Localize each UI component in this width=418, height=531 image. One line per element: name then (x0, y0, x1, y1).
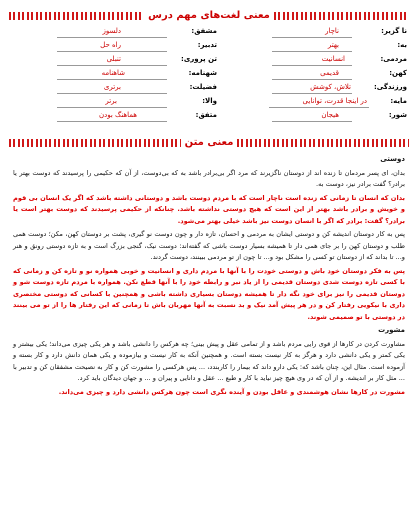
section-title: معنی متن (184, 137, 234, 148)
vocab-meaning: قدیمی (320, 69, 339, 77)
underline (57, 121, 167, 122)
vocab-row (11, 27, 407, 40)
vocab-meaning: بهتر (327, 41, 339, 49)
original-paragraph: بدان، ای پسر مردمان تا زنده اند از دوستان ناگزیرند که مرد اگر بی‌برادر باشد به که بی‌دوست، از آن که حکیمی را پرسیدند که دوست بهتر یا برادر؟ گفت برادر نیز، دوست به. (13, 168, 405, 188)
vocab-meaning: شاهنامه (101, 69, 125, 77)
vocab-word: نا گزیر: (381, 27, 407, 35)
paragraph-heading: مشورت (378, 326, 405, 334)
vocab-word: فضیلت: (189, 83, 217, 91)
underline (272, 65, 352, 66)
underline (272, 37, 352, 38)
section-ornament-right (9, 139, 181, 147)
underline (272, 79, 352, 80)
vocab-meaning: دلسوز (102, 27, 121, 35)
underline (57, 93, 167, 94)
vocab-meaning: هماهنگ بودن (99, 111, 137, 119)
section-ornament-left (237, 139, 409, 147)
vocab-meaning: راه حل (100, 41, 121, 49)
vocab-word: شور: (388, 111, 407, 119)
vocab-header (9, 10, 409, 21)
vocab-word: تن پروری: (181, 55, 217, 63)
vocab-meaning: تنبلی (106, 55, 121, 63)
vocab-table (11, 27, 407, 127)
underline (272, 93, 352, 94)
meaning-paragraph: مشورت در کارها نشان هوشمندی و عاقل بودن و آینده نگری است چون هرکس دانشی دارد و چیزی می‌داند. (58, 387, 405, 396)
vocab-row (11, 97, 407, 110)
vocab-meaning: ناچار (325, 27, 339, 35)
underline (57, 37, 167, 38)
underline (57, 79, 167, 80)
original-paragraph: مشاورت کردن در کارها از قوی رایی مردم باشد و از تمامی عقل و پیش بینی؛ چه هرکس را دانشی باشد و هر یکی چیزی می‌داند؛ یکی بیشتر و یکی کمتر و یکی دانشی دارد و هرگز به کار نیست بسته است. و همچنین آنکه به کار نیست و بیازموده و یکی همان دانش دارد و کار بسته و آزموده است. مثال این، چنان باشد که: یکی دارو داند که بیمار را کاربندد، ... پس هرکسی را مشورت کن و کار به نصیحت مشفقان کن و تدبیر با ... مثل کار بر اندیشه. و از آن که در وی هیچ چیز نیاید با کار و طبع ... عقل و دانایی و پیران و ... و جهان دیدگان باید کرد. (13, 339, 405, 382)
paragraph-heading: دوستی (380, 155, 405, 163)
vocab-row (11, 83, 407, 96)
meaning-paragraph: پس به فکر دوستان خود باش و دوستی خودت را با آنها با مردم داری و انسانیت و خوبی همواره نو و تازه کن و زمانی که با کسی تازه دوست شدی دوستان قدیمی را از یاد نبر و رابطه خود را با آنها قطع نکن. همواره با مردم تازه دوست شو و دوستان قدیمی را نیز برای خود نگه دار تا همیشه دوستان بسیاری داشته باشی و همچنین با کسانی که دوستی مختصری داری با نیکویی رفتار کن و در هر پیش آمد نیک و بد نسبت به آنها مهربان باش تا زمانی که این رفتار ها را از تو می بینند در دوستی با تو صمیمی شوند. (13, 266, 405, 321)
vocab-word: کهن: (389, 69, 407, 77)
vocab-meaning: برتری (103, 83, 121, 91)
vocab-meaning: هیجان (321, 111, 339, 119)
title-ornament-left (274, 12, 409, 20)
underline (57, 65, 167, 66)
vocab-row (11, 55, 407, 68)
original-paragraph: پس به کار دوستان اندیشه کن و دوستی ایشان به مردمی و احسان، تازه دار و چون دوست نو گیری، پشت بر دوستان کهن، مکن؛ دوست همی طلب و دوستان کهن را بر جای همی دار تا همیشه بسیار دوست باشی که گفته‌اند: دوست نیک، گنجی بزرگ است و به تازه دوستی رونق و هنر و... تا بداند که از دوستان تو کسی را مشکل بود و... تا چون از تو مردمی ببینند، دوست گردند. (13, 230, 405, 261)
underline (269, 107, 369, 108)
vocab-row (11, 69, 407, 82)
vocab-word: مردمی: (380, 55, 407, 63)
vocab-row (11, 41, 407, 54)
title-ornament-right (9, 12, 144, 20)
vocab-word: والا: (202, 97, 217, 105)
text-section-header (9, 137, 409, 148)
vocab-word: مشفق: (191, 27, 217, 35)
vocab-word: ورزندگی: (373, 83, 407, 91)
vocab-meaning: برتر (105, 97, 117, 105)
vocab-word: تدبیر: (197, 41, 217, 49)
underline (57, 51, 167, 52)
meaning-paragraph: بدان که انسان تا زمانی که زنده است ناچار است که با مردم دوست باشد و دوستانی داشته باشد که اگر یک انسان بی قوم و خویش و برادر باشد بهتر از این است که هیچ دوستی نداشته باشد. چنانکه از حکیمی پرسیدند که دوست بهتر است یا برادر؟ گفت: برادر که اگر با انسان دوست نیز باشد خیلی بهتر می‌شود. (13, 193, 405, 225)
page-title: معنی لغت‌های مهم درس (148, 10, 270, 21)
vocab-meaning: در اینجا قدرت، توانایی (302, 97, 367, 105)
vocab-word: به: (397, 41, 407, 49)
vocab-meaning: تلاش، کوشش (310, 83, 351, 91)
lesson-text (13, 154, 405, 398)
vocab-word: شهنامه: (188, 69, 217, 77)
vocab-meaning: انسانیت (321, 55, 345, 63)
vocab-row (11, 111, 407, 124)
vocab-word: مایه: (390, 97, 407, 105)
vocab-word: متفق: (195, 111, 217, 119)
underline (272, 121, 352, 122)
underline (57, 107, 167, 108)
underline (272, 51, 352, 52)
